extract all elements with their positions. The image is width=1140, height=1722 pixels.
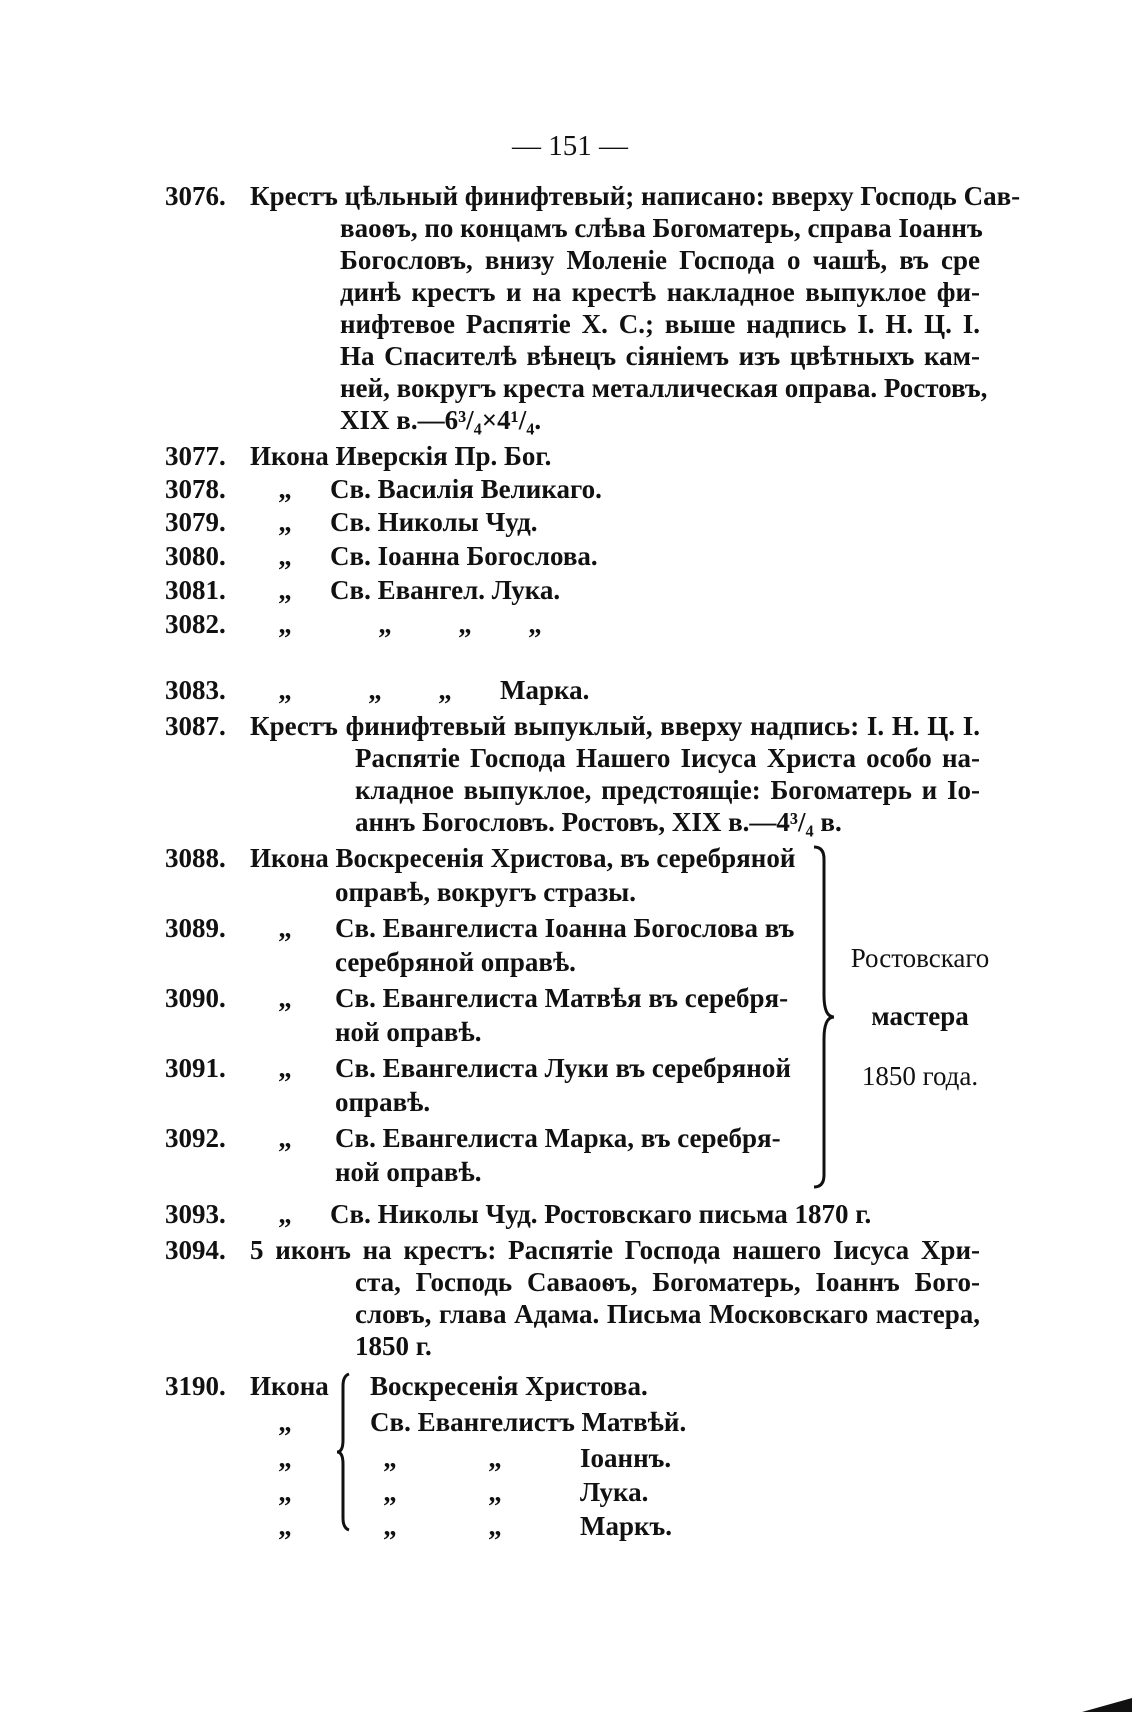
ditto-mark: „ (278, 675, 292, 705)
ditto-mark: „ (278, 1443, 292, 1473)
entry-line: 5 иконъ на крестъ: Распятіе Господа нашего Іисуса Хри- (250, 1235, 980, 1265)
side-note: 1850 года. (861, 1061, 979, 1091)
entry-text: Іоаннъ. (580, 1443, 672, 1473)
entry-line: серебряной оправѣ. (335, 947, 576, 977)
entry-line: На Спасителѣ вѣнецъ сіяніемъ изъ цвѣтныхъ кам- (340, 341, 980, 371)
entry-text: Св. Евангелистъ Матвѣй. (370, 1407, 687, 1437)
entry-line: ной оправѣ. (335, 1017, 482, 1047)
ditto-mark: „ (383, 1477, 397, 1507)
entry-line: Икона Воскресенія Христова, въ серебряной (250, 843, 796, 873)
curly-brace (335, 1372, 359, 1532)
side-note: Ростовскаго (850, 943, 990, 973)
entry-number: 3089. (165, 913, 226, 943)
entry-number: 3077. (165, 441, 226, 471)
ditto-mark: „ (278, 1199, 292, 1229)
entry-text: Марка. (500, 675, 590, 705)
ditto-mark: „ (278, 474, 292, 504)
ditto-mark: „ (278, 575, 292, 605)
entry-line: Крестъ финифтевый выпуклый, вверху надпись: І. Н. Ц. І. (250, 711, 980, 741)
ditto-mark: „ (278, 1511, 292, 1541)
entry-line: Св. Евангелиста Матвѣя въ серебря- (335, 983, 789, 1013)
entry-number: 3190. (165, 1371, 226, 1401)
ditto-mark: „ (278, 507, 292, 537)
entry-line: аннъ Богословъ. Ростовъ, XIX в.—4³/₄ в. (355, 807, 842, 837)
ditto-mark: „ (378, 609, 392, 639)
entry-line: Распятіе Господа Нашего Іисуса Христа особо на- (355, 743, 980, 773)
entry-text: Св. Василія Великаго. (330, 474, 602, 504)
entry-number: 3081. (165, 575, 226, 605)
ditto-mark: „ (278, 913, 292, 943)
entry-line: Крестъ цѣльный финифтевый; написано: вверху Господь Сав- (250, 181, 1021, 211)
entry-number: 3076. (165, 181, 226, 211)
entry-line: ней, вокругъ креста металлическая оправа. Ростовъ, (340, 373, 988, 403)
entry-line: ной оправѣ. (335, 1157, 482, 1187)
curly-brace (810, 845, 840, 1190)
entry-line: 1850 г. (355, 1331, 432, 1361)
entry-line: Богословъ, внизу Моленіе Господа о чашѣ, въ сре (340, 245, 980, 275)
entry-number: 3083. (165, 675, 226, 705)
entry-number: 3082. (165, 609, 226, 639)
ditto-mark: „ (488, 1443, 502, 1473)
entry-line: ста, Господь Саваоѳъ, Богоматерь, Іоаннъ Бого- (355, 1267, 980, 1297)
entry-number: 3080. (165, 541, 226, 571)
entry-number: 3092. (165, 1123, 226, 1153)
entry-line: динѣ крестъ и на крестѣ накладное выпуклое фи- (340, 277, 980, 307)
entry-text: Воскресенія Христова. (370, 1371, 648, 1401)
page-corner-mark (1082, 1698, 1132, 1712)
entry-number: 3093. (165, 1199, 226, 1229)
entry-line: кладное выпуклое, предстоящіе: Богоматерь и Іо- (355, 775, 980, 805)
entry-number: 3094. (165, 1235, 226, 1265)
ditto-mark: „ (488, 1511, 502, 1541)
ditto-mark: „ (488, 1477, 502, 1507)
entry-line: оправѣ, вокругъ стразы. (335, 877, 636, 907)
entry-line: XIX в.—6³/₄×4¹/₄. (340, 405, 542, 435)
entry-line: словъ, глава Адама. Письма Московскаго мастера, (355, 1299, 980, 1329)
entry-line: нифтевое Распятіе Х. С.; выше надпись І. Н. Ц. І. (340, 309, 980, 339)
ditto-mark: „ (278, 983, 292, 1013)
side-note: мастера (871, 1001, 969, 1031)
ditto-mark: „ (438, 675, 452, 705)
ditto-mark: „ (368, 675, 382, 705)
entry-line: Св. Евангелиста Луки въ серебряной (335, 1053, 791, 1083)
ditto-mark: „ (528, 609, 542, 639)
entry-number: 3078. (165, 474, 226, 504)
entry-label: Икона (250, 1371, 329, 1401)
entry-number: 3088. (165, 843, 226, 873)
entry-line: Св. Евангелиста Іоанна Богослова въ (335, 913, 795, 943)
entry-text: Св. Іоанна Богослова. (330, 541, 598, 571)
ditto-mark: „ (278, 1477, 292, 1507)
page-number: — 151 — (512, 130, 628, 162)
entry-text: Икона Иверскія Пр. Бог. (250, 441, 552, 471)
entry-text: Маркъ. (580, 1511, 673, 1541)
entry-text: Св. Евангел. Лука. (330, 575, 561, 605)
entry-text: Св. Николы Чуд. (330, 507, 538, 537)
ditto-mark: „ (278, 1407, 292, 1437)
entry-text: Лука. (580, 1477, 649, 1507)
entry-number: 3079. (165, 507, 226, 537)
entry-number: 3087. (165, 711, 226, 741)
ditto-mark: „ (278, 1123, 292, 1153)
entry-text: Св. Николы Чуд. Ростовскаго письма 1870 г. (330, 1199, 872, 1229)
ditto-mark: „ (278, 541, 292, 571)
entry-line: оправѣ. (335, 1087, 431, 1117)
entry-number: 3091. (165, 1053, 226, 1083)
ditto-mark: „ (278, 1053, 292, 1083)
entry-line: ваоѳъ, по концамъ слѣва Богоматерь, справа Іоаннъ (340, 213, 983, 243)
ditto-mark: „ (278, 609, 292, 639)
ditto-mark: „ (383, 1443, 397, 1473)
entry-number: 3090. (165, 983, 226, 1013)
ditto-mark: „ (458, 609, 472, 639)
ditto-mark: „ (383, 1511, 397, 1541)
entry-line: Св. Евангелиста Марка, въ серебря- (335, 1123, 781, 1153)
